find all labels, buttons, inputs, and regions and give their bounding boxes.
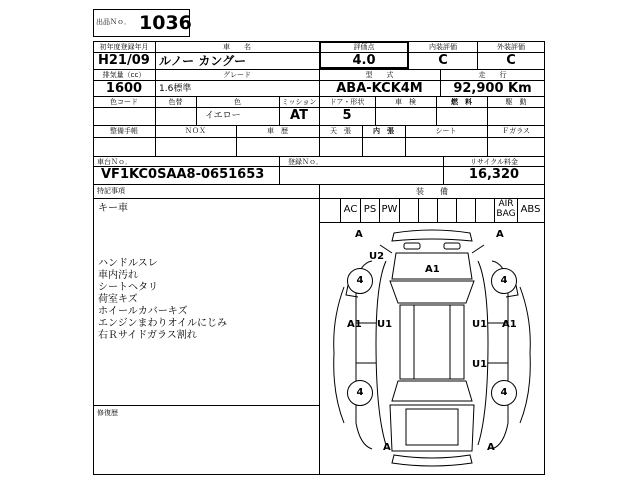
evaluation-score: 4.0 (352, 53, 376, 68)
exterior-score: C (506, 53, 516, 68)
special-note-item: シートヘタリ (98, 282, 158, 293)
special-note-item: 荷室キズ (98, 294, 138, 305)
special-note-item: 右Ｒサイドガラス割れ (98, 330, 197, 341)
damage-mark-rear-left: A (383, 442, 391, 453)
damage-mark-left-side: A1 (347, 319, 362, 330)
drive-label: 駆 動 (505, 98, 527, 106)
doors-label: ドア・形状 (329, 98, 365, 106)
equipment-item: PS (360, 198, 379, 222)
equipment-item (456, 198, 475, 222)
equipment-item: AC (340, 198, 360, 222)
displacement-label: 排気量（cc） (102, 71, 146, 79)
special-notes-list (98, 258, 227, 342)
history-label: 車 歴 (267, 127, 288, 135)
damage-mark-u2: U2 (369, 251, 385, 262)
equipment-item: ABS (517, 198, 543, 222)
color-code-label: 色コード (110, 98, 138, 106)
recycle-fee: 16,320 (468, 167, 520, 182)
damage-mark-rear-door: U1 (472, 359, 488, 370)
interior-score-label: 内装評価 (429, 43, 457, 51)
color-shade-label: 色替 (168, 98, 183, 106)
repair-history-label: 修復歴 (97, 409, 118, 417)
chassis-number-label: 車台Ｎｏ． (97, 158, 132, 166)
equipment-item: AIR BAG (494, 198, 517, 222)
color-label: 色 (234, 98, 241, 106)
equipment-item (399, 198, 418, 222)
damage-mark-front-left: A (355, 229, 363, 240)
special-note-item: 車内汚れ (98, 270, 138, 281)
grade-label: グレード (223, 71, 251, 79)
displacement: 1600 (105, 81, 143, 96)
seat-label: シート (435, 127, 457, 135)
color: イエロー (205, 111, 241, 121)
special-note-item: ハンドルスレ (98, 258, 158, 269)
equipment-item (475, 198, 494, 222)
score-label: 評価点 (353, 43, 375, 51)
key-note: キー車 (98, 203, 128, 214)
damage-mark-rear-right: A (487, 442, 495, 453)
damage-mark-right-side: A1 (502, 319, 517, 330)
recycle-fee-label: リサイクル料金 (469, 158, 519, 166)
grade: 1.6標準 (159, 84, 192, 94)
special-note-item: エンジンまわりオイルにじみ (98, 318, 227, 329)
year-label: 初年度登録年月 (99, 43, 149, 51)
front-glass-label: Ｆガラス (502, 127, 530, 135)
interior-trim-label: 内 張 (373, 127, 394, 135)
transmission-label: ミッション (281, 98, 317, 106)
damage-mark-front-right: A (496, 229, 504, 240)
maintenance-book-label: 整備手帳 (110, 127, 138, 135)
tyre-rear-left: 4 (347, 380, 373, 406)
tyre-front-right: 4 (491, 268, 517, 294)
interior-score: C (438, 53, 448, 68)
registration-number-label: 登録Ｎｏ． (288, 158, 323, 166)
car-name-label: 車 名 (223, 43, 251, 51)
model-code: ABA-KCK4M (336, 81, 423, 96)
mileage: 92,900 Km (453, 81, 532, 96)
special-note-item: ホイールカバーキズ (98, 306, 188, 317)
chassis-number: VF1KC0SAA8-0651653 (101, 167, 265, 182)
exterior-score-label: 外装評価 (497, 43, 525, 51)
special-notes-label: 特記事項 (97, 187, 125, 195)
car-name: ルノー カングー (159, 54, 247, 68)
mileage-label: 走 行 (478, 71, 507, 79)
car-diagram (320, 223, 544, 474)
damage-mark-right-door: U1 (472, 319, 488, 330)
equipment-item: PW (379, 198, 399, 222)
lot-label: 出品Ｎｏ． (96, 18, 131, 26)
nox-label: ＮＯＸ (185, 127, 206, 135)
first-registration-year: H21/09 (98, 53, 150, 68)
inspection-label: 車 検 (395, 98, 416, 106)
tyre-rear-right: 4 (491, 380, 517, 406)
headliner-label: 天 張 (330, 127, 351, 135)
lot-number: 1036 (139, 12, 192, 34)
doors: 5 (342, 108, 352, 123)
model-label: 型 式 (365, 71, 394, 79)
tyre-front-left: 4 (347, 268, 373, 294)
transmission: AT (290, 108, 308, 123)
equipment-item (437, 198, 456, 222)
damage-mark-roof: A1 (425, 264, 440, 275)
equipment-label: 装 備 (416, 187, 448, 196)
fuel-label: 燃 料 (451, 98, 472, 106)
equipment-item (418, 198, 437, 222)
damage-mark-left-door: U1 (377, 319, 393, 330)
